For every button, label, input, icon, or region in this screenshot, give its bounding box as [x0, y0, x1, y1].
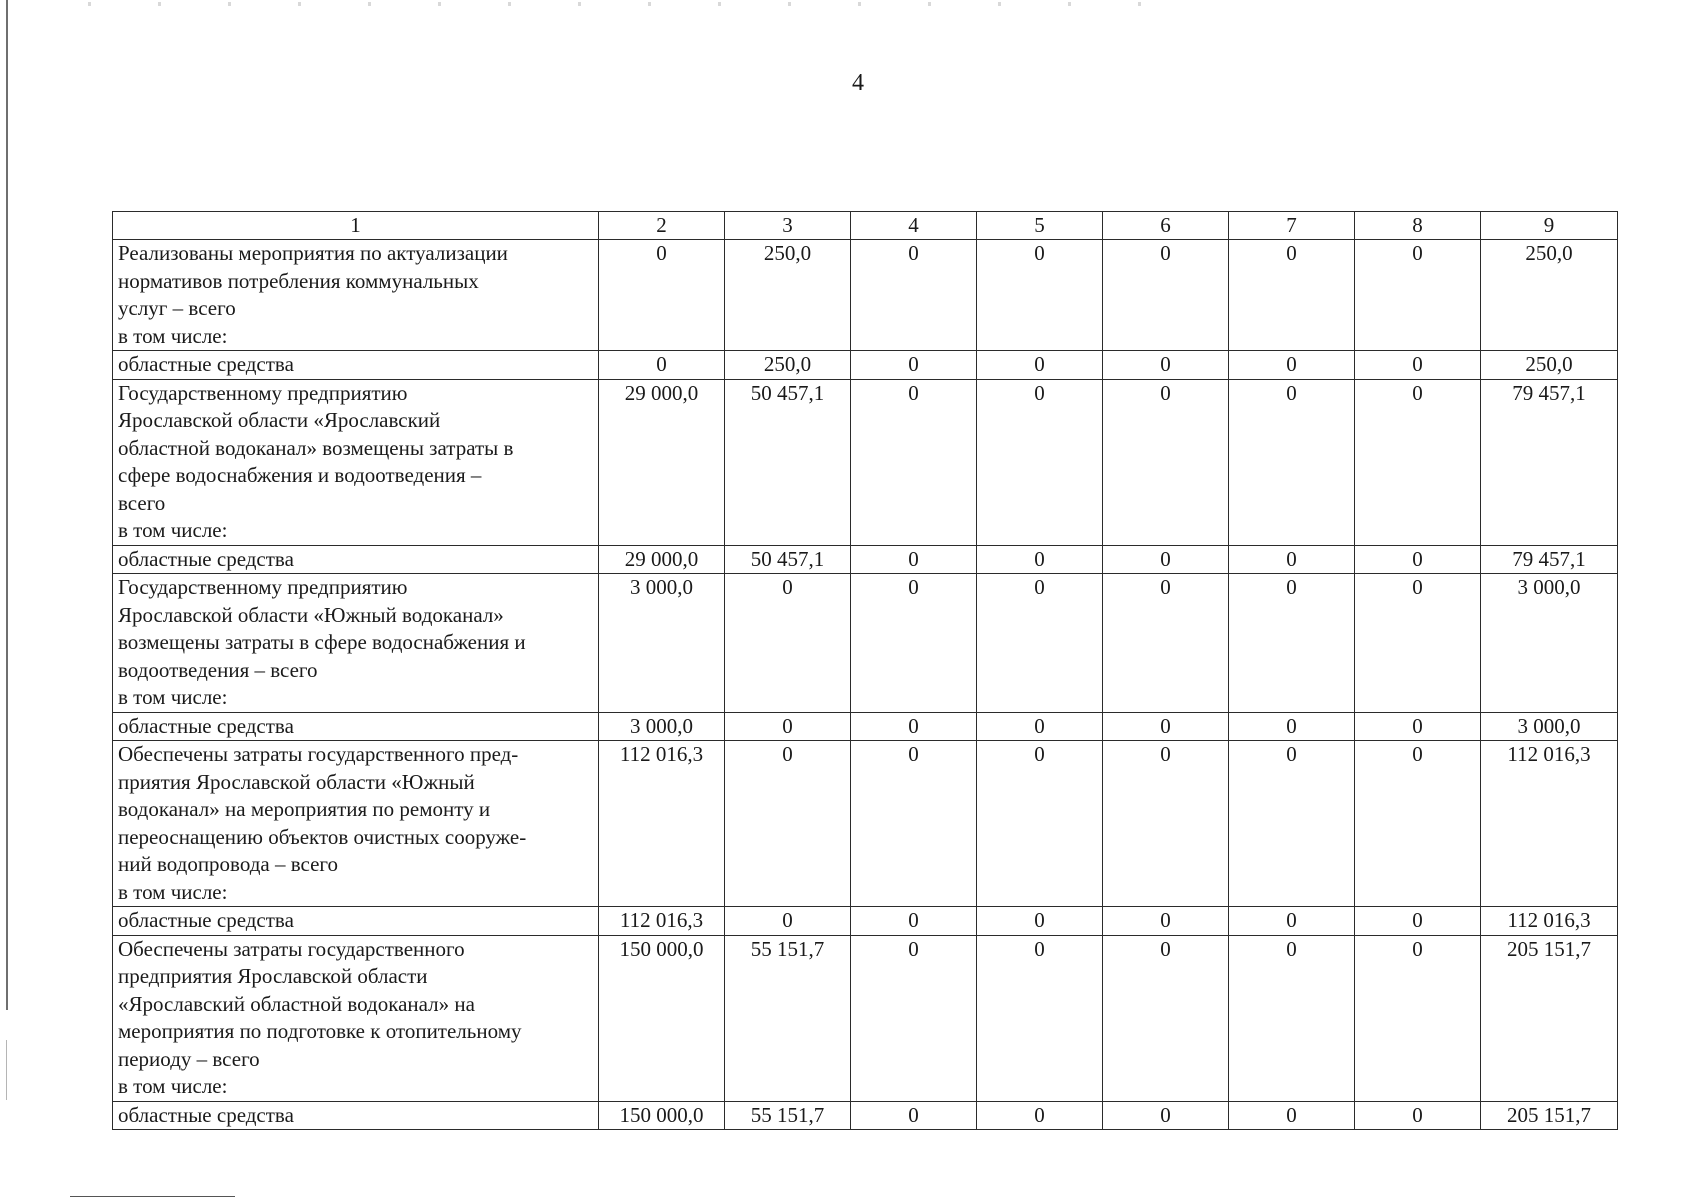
value-cell: 0 — [1229, 712, 1355, 741]
value-cell: 0 — [851, 545, 977, 574]
value-cell: 0 — [977, 1101, 1103, 1130]
value-cell: 55 151,7 — [725, 1101, 851, 1130]
value-cell: 29 000,0 — [599, 545, 725, 574]
column-header: 3 — [725, 212, 851, 240]
value-cell: 0 — [977, 907, 1103, 936]
row-description — [113, 379, 599, 545]
value-cell: 0 — [1103, 1101, 1229, 1130]
description-line: Ярославской области «Южный водоканал» — [118, 602, 504, 627]
row-description — [113, 574, 599, 713]
column-header: 5 — [977, 212, 1103, 240]
table-row — [113, 545, 1618, 574]
description-line: приятия Ярославской области «Южный — [118, 769, 475, 794]
description-line: Ярославской области «Ярославский — [118, 408, 441, 432]
description-line: мероприятия по подготовке к отопительному — [118, 1019, 522, 1043]
value-cell: 0 — [1229, 907, 1355, 936]
value-cell: 0 — [1355, 351, 1481, 380]
description-line: сфере водоснабжения и водоотведения – — [118, 463, 482, 487]
row-description — [113, 712, 599, 741]
column-header: 1 — [113, 212, 599, 240]
row-description — [113, 545, 599, 574]
column-header: 2 — [599, 212, 725, 240]
value-cell: 0 — [1355, 240, 1481, 351]
value-cell: 0 — [851, 935, 977, 1101]
table-row — [113, 935, 1618, 1101]
description-line: Государственному предприятию — [118, 575, 408, 599]
value-cell: 0 — [1103, 935, 1229, 1101]
description-line: водоотведения – всего — [118, 657, 318, 682]
value-cell: 0 — [977, 574, 1103, 713]
description-line: нормативов потребления коммунальных — [118, 268, 479, 293]
value-cell: 112 016,3 — [1481, 741, 1618, 907]
value-cell: 29 000,0 — [599, 379, 725, 545]
value-cell: 0 — [1229, 574, 1355, 713]
value-cell: 0 — [977, 712, 1103, 741]
description-line: водоканал» на мероприятия по ремонту и — [118, 797, 491, 821]
column-header: 9 — [1481, 212, 1618, 240]
table-row — [113, 351, 1618, 380]
value-cell: 0 — [1103, 240, 1229, 351]
value-cell: 0 — [1103, 741, 1229, 907]
value-cell: 79 457,1 — [1481, 379, 1618, 545]
description-line: Обеспечены затраты государственного — [118, 936, 465, 961]
value-cell: 0 — [851, 240, 977, 351]
row-description — [113, 1101, 599, 1130]
value-cell: 0 — [1103, 574, 1229, 713]
description-line: переоснащению объектов очистных сооруже- — [118, 824, 527, 849]
scan-edge-mark — [6, 0, 8, 1010]
value-cell: 0 — [977, 935, 1103, 1101]
value-cell: 0 — [851, 351, 977, 380]
column-header: 4 — [851, 212, 977, 240]
row-description — [113, 351, 599, 380]
description-line: Реализованы мероприятия по актуализации — [118, 241, 508, 265]
description-line: услуг – всего — [118, 296, 236, 320]
scan-noise — [60, 2, 1190, 6]
description-line: областной водоканал» возмещены затраты в — [118, 435, 514, 460]
value-cell: 0 — [1229, 545, 1355, 574]
value-cell: 150 000,0 — [599, 935, 725, 1101]
value-cell: 3 000,0 — [599, 574, 725, 713]
value-cell: 0 — [851, 741, 977, 907]
value-cell: 0 — [977, 379, 1103, 545]
value-cell: 0 — [851, 379, 977, 545]
description-line: периоду – всего — [118, 1046, 260, 1071]
description-line: в том числе: — [118, 1074, 228, 1098]
value-cell: 112 016,3 — [1481, 907, 1618, 936]
value-cell: 0 — [1229, 935, 1355, 1101]
value-cell: 0 — [1229, 240, 1355, 351]
description-line: всего — [118, 490, 166, 515]
row-description — [113, 907, 599, 936]
value-cell: 0 — [599, 351, 725, 380]
table-row — [113, 712, 1618, 741]
value-cell: 0 — [851, 712, 977, 741]
description-line: возмещены затраты в сфере водоснабжения и — [118, 630, 526, 654]
value-cell: 0 — [977, 741, 1103, 907]
description-line: областные средства — [118, 546, 294, 571]
value-cell: 0 — [725, 574, 851, 713]
value-cell: 250,0 — [725, 351, 851, 380]
value-cell: 0 — [1355, 712, 1481, 741]
value-cell: 0 — [599, 240, 725, 351]
description-line: областные средства — [118, 713, 294, 738]
value-cell: 50 457,1 — [725, 545, 851, 574]
row-description — [113, 935, 599, 1101]
value-cell: 0 — [977, 240, 1103, 351]
description-line: Обеспечены затраты государственного пред- — [118, 742, 519, 766]
table-row — [113, 574, 1618, 713]
value-cell: 79 457,1 — [1481, 545, 1618, 574]
column-header: 6 — [1103, 212, 1229, 240]
value-cell: 112 016,3 — [599, 907, 725, 936]
value-cell: 0 — [1229, 741, 1355, 907]
value-cell: 0 — [1103, 712, 1229, 741]
value-cell: 50 457,1 — [725, 379, 851, 545]
value-cell: 250,0 — [1481, 240, 1618, 351]
value-cell: 0 — [977, 351, 1103, 380]
value-cell: 250,0 — [1481, 351, 1618, 380]
description-line: в том числе: — [118, 685, 228, 709]
value-cell: 0 — [1355, 574, 1481, 713]
description-line: предприятия Ярославской области — [118, 964, 428, 988]
table-row — [113, 1101, 1618, 1130]
column-header: 8 — [1355, 212, 1481, 240]
value-cell: 0 — [1355, 935, 1481, 1101]
table-header-row — [113, 212, 1618, 240]
value-cell: 0 — [1103, 907, 1229, 936]
value-cell: 3 000,0 — [599, 712, 725, 741]
value-cell: 0 — [1103, 545, 1229, 574]
value-cell: 250,0 — [725, 240, 851, 351]
value-cell: 3 000,0 — [1481, 574, 1618, 713]
description-line: Государственному предприятию — [118, 380, 408, 405]
table-row — [113, 240, 1618, 351]
page-number: 4 — [852, 70, 864, 96]
value-cell: 0 — [851, 907, 977, 936]
description-line: в том числе: — [118, 879, 228, 904]
value-cell: 205 151,7 — [1481, 1101, 1618, 1130]
value-cell: 0 — [1103, 351, 1229, 380]
description-line: «Ярославский областной водоканал» на — [118, 991, 475, 1016]
row-description — [113, 240, 599, 351]
description-line: областные средства — [118, 1102, 294, 1127]
value-cell: 0 — [1355, 1101, 1481, 1130]
table-row — [113, 907, 1618, 936]
value-cell: 3 000,0 — [1481, 712, 1618, 741]
row-description — [113, 741, 599, 907]
description-line: областные средства — [118, 352, 294, 376]
value-cell: 0 — [1229, 351, 1355, 380]
value-cell: 0 — [1355, 545, 1481, 574]
value-cell: 150 000,0 — [599, 1101, 725, 1130]
value-cell: 0 — [725, 741, 851, 907]
value-cell: 112 016,3 — [599, 741, 725, 907]
column-header: 7 — [1229, 212, 1355, 240]
value-cell: 0 — [1229, 379, 1355, 545]
table-row — [113, 379, 1618, 545]
value-cell: 0 — [977, 545, 1103, 574]
value-cell: 55 151,7 — [725, 935, 851, 1101]
value-cell: 0 — [1355, 379, 1481, 545]
scan-edge-mark-lower — [6, 1040, 7, 1100]
value-cell: 205 151,7 — [1481, 935, 1618, 1101]
table-row — [113, 741, 1618, 907]
description-line: ний водопровода – всего — [118, 852, 339, 876]
value-cell: 0 — [725, 907, 851, 936]
value-cell: 0 — [1229, 1101, 1355, 1130]
budget-table — [112, 211, 1618, 1130]
value-cell: 0 — [1355, 907, 1481, 936]
footnote-rule — [70, 1196, 235, 1197]
description-line: в том числе: — [118, 323, 228, 348]
value-cell: 0 — [1103, 379, 1229, 545]
value-cell: 0 — [1355, 741, 1481, 907]
description-line: областные средства — [118, 908, 294, 932]
value-cell: 0 — [851, 574, 977, 713]
value-cell: 0 — [725, 712, 851, 741]
value-cell: 0 — [851, 1101, 977, 1130]
description-line: в том числе: — [118, 518, 228, 542]
